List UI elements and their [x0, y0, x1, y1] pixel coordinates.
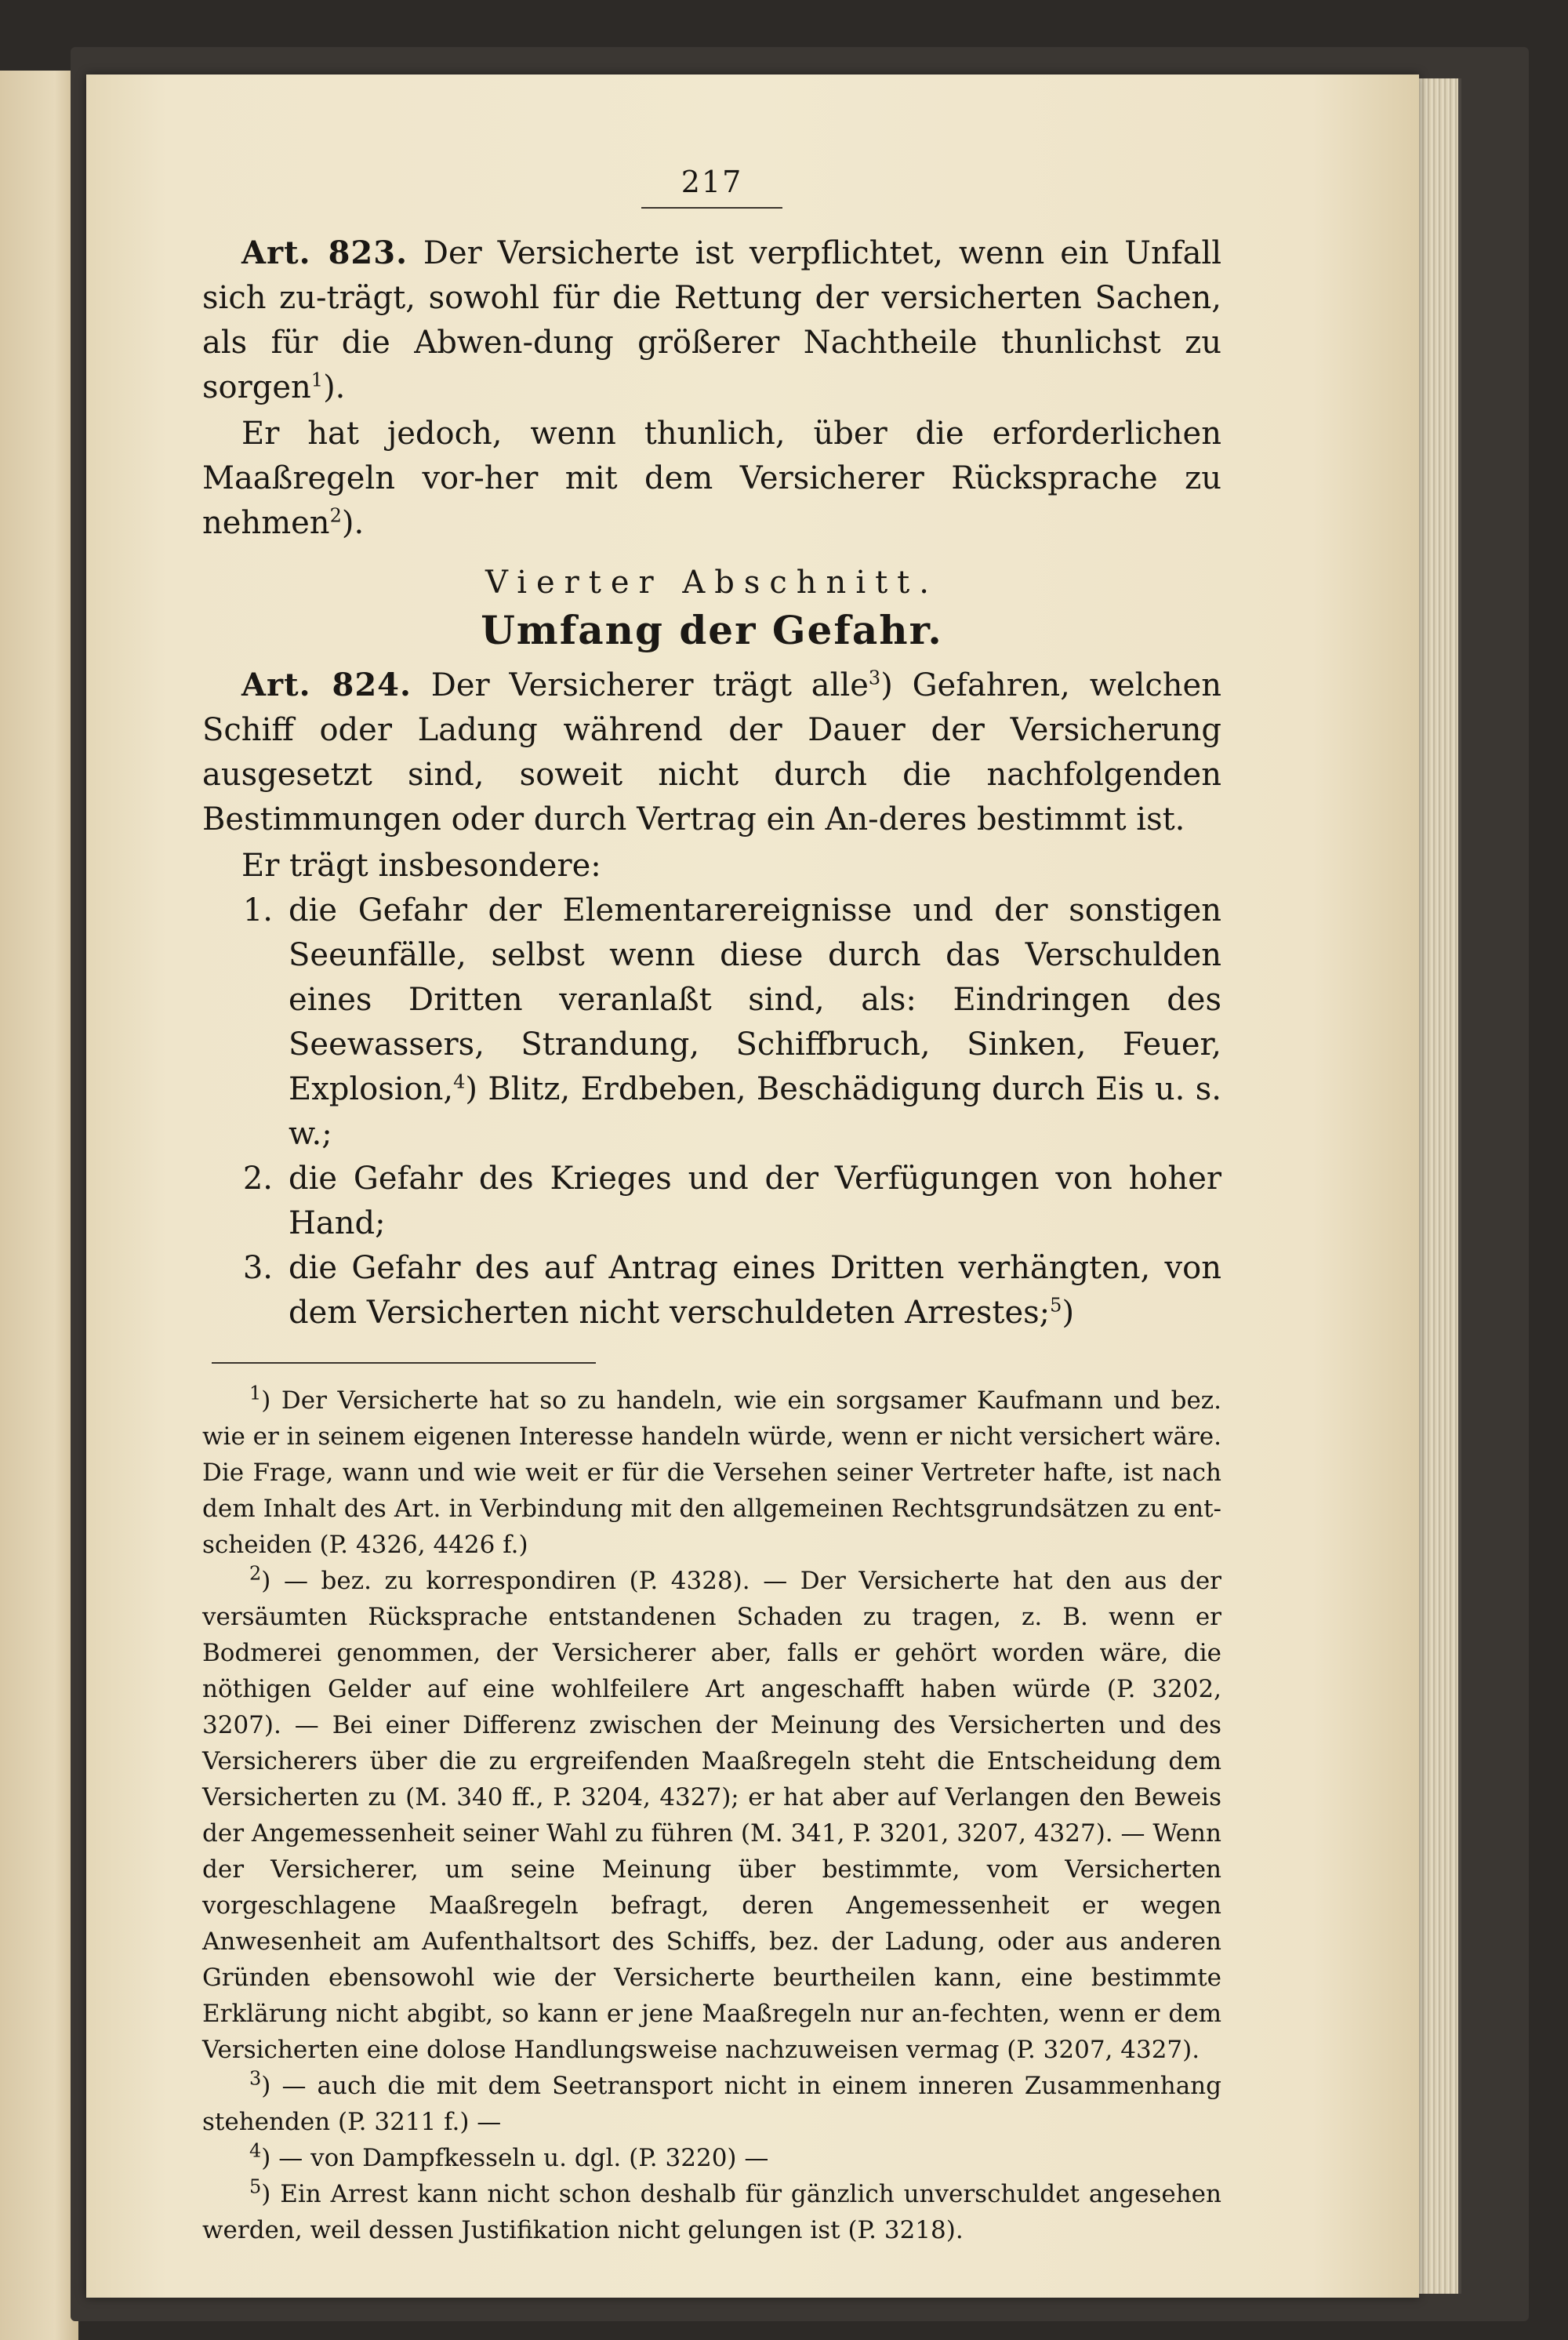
footnote-mark: 3: [249, 2067, 262, 2090]
list-item-number: 2.: [242, 1161, 273, 1197]
article-823-text-2: Er hat jedoch, wenn thunlich, über die erforderlichen Maaßregeln vor-her mit dem Versicherer Rücksprache zu nehmen: [202, 416, 1221, 541]
footnote-text: ) Ein Arrest kann nicht schon deshalb für gänzlich unverschuldet angesehen werden, weil dessen Justifikation nicht gelungen ist (P. 3218).: [202, 2180, 1221, 2244]
footnote-mark: 2: [249, 1562, 262, 1585]
article-824-text-1b: ) Gefahren, welchen Schiff oder Ladung während der Dauer der Versicherung ausgesetzt sind, soweit nicht durch die nachfolgenden Bestimmungen oder durch Vertrag ein An-deres bestimmt ist.: [202, 667, 1221, 838]
footnote-ref-4: 4: [453, 1070, 466, 1093]
list-item-text: [289, 1246, 1221, 1335]
footnote-text: ) — von Dampfkesseln u. dgl. (P. 3220) —: [261, 2144, 769, 2172]
article-824-paragraph-2: Er trägt insbesondere:: [241, 848, 601, 884]
article-823-text-1-end: ).: [323, 369, 346, 405]
list-item: [202, 888, 1221, 1157]
list-item-text-b: ): [1062, 1295, 1075, 1331]
footnote-mark: 4: [249, 2139, 262, 2162]
article-823-text-2-end: ).: [341, 505, 365, 541]
page-content: [202, 165, 1221, 2248]
footnote-ref-1: 1: [310, 369, 324, 391]
article-824-text-1a: Der Versicherer trägt alle: [430, 667, 869, 703]
footnote-4: [202, 2140, 1221, 2176]
footnote-ref-2: 2: [329, 504, 342, 527]
list-item-text: [289, 1157, 1221, 1246]
footnote-text: ) Der Versicherte hat so zu handeln, wie ein sorgsamer Kaufmann und bez. wie er in seinem eigenen Interesse handeln würde, wenn er nicht versichert wäre. Die Frage, wann und wie weit er für die Versehen seiner Vertreter hafte, ist nach dem Inhalt des Art. in Verbindung mit den allgemeinen Rechtsgrundsätzen zu ent-scheiden (P. 4326, 4426 f.): [202, 1386, 1222, 1559]
article-823-paragraph-1: [202, 231, 1221, 410]
page-number: 217: [641, 165, 782, 209]
list-item-text-a: die Gefahr des Krieges und der Verfügungen von hoher Hand;: [289, 1161, 1221, 1241]
list-item: [202, 1157, 1221, 1246]
footnote-divider: [212, 1362, 596, 1364]
list-item: [202, 1246, 1221, 1335]
article-823-label: Art. 823.: [241, 234, 408, 271]
footnote-text: ) — auch die mit dem Seetransport nicht in einem inneren Zusammenhang stehenden (P. 3211 f.) —: [202, 2072, 1221, 2136]
list-item-text-a: die Gefahr des auf Antrag eines Dritten verhängten, von dem Versicherten nicht verschuldeten Arrestes;: [289, 1250, 1221, 1331]
list-item-number: 1.: [242, 892, 273, 928]
list-item-text-a: die Gefahr der Elementarereignisse und der sonstigen Seeunfälle, selbst wenn diese durch das Verschulden eines Dritten veranlaßt sind, als: Eindringen des Seewassers, Strandung, Schiffbruch, Sinken, Feuer, Explosion,: [289, 892, 1221, 1107]
article-824-label: Art. 824.: [241, 667, 412, 703]
footnote-mark: 1: [249, 1382, 262, 1404]
article-824-list: [202, 888, 1221, 1335]
article-823-text-1: Der Versicherte ist verpflichtet, wenn ein Unfall sich zu-trägt, sowohl für die Rettung der versicherten Sachen, als für die Abwen-dung größerer Nachtheile thunlichst zu sorgen: [202, 235, 1222, 405]
footnote-1: [202, 1383, 1221, 1563]
footnote-5: [202, 2176, 1221, 2248]
footnote-ref-3: 3: [868, 667, 881, 689]
footnote-text: ) — bez. zu korrespondiren (P. 4328). — Der Versicherte hat den aus der versäumten Rücksprache entstandenen Schaden zu tragen, z. B. wenn er Bodmerei genommen, der Versicherer aber, falls er gehört worden wäre, die nöthigen Gelder auf eine wohlfeilere Art angeschafft haben würde (P. 3202, 3207). — Bei einer Differenz zwischen der Meinung des Versicherten und des Versicherers über die zu ergreifenden Maaßregeln steht die Entscheidung dem Versicherten zu (M. 340 ff., P. 3204, 4327); er hat aber auf Verlangen den Beweis der Angemessenheit seiner Wahl zu führen (M. 341, P. 3201, 3207, 4327). — Wenn der Versicherer, um seine Meinung über bestimmte, vom Versicherten vorgeschlagene Maaßregeln befragt, deren Angemessenheit er wegen Anwesenheit am Aufenthaltsort des Schiffs, bez. der Ladung, oder aus anderen Gründen ebensowohl wie der Versicherte beurtheilen kann, eine bestimmte Erklärung nicht abgibt, so kann er jene Maaßregeln nur an-fechten, wenn er dem Versicherten eine dolose Handlungsweise nachzuweisen vermag (P. 3207, 4327).: [202, 1567, 1221, 2064]
footnote-mark: 5: [249, 2175, 262, 2198]
list-item-text: [289, 888, 1221, 1157]
list-item-text-b: ) Blitz, Erdbeben, Beschädigung durch Eis u. s. w.;: [289, 1071, 1221, 1152]
page-stack-edge: [1419, 78, 1461, 2294]
list-item-number: 3.: [242, 1250, 273, 1286]
section-title: Umfang der Gefahr.: [481, 607, 943, 653]
article-823-paragraph-2: [202, 412, 1221, 546]
section-label: Vierter Abschnitt.: [485, 565, 938, 601]
footnote-ref-5: 5: [1050, 1294, 1062, 1317]
footnote-3: [202, 2068, 1221, 2140]
article-824-paragraph-1: [202, 663, 1221, 842]
footnote-2: [202, 1563, 1221, 2068]
facing-page-edge: [0, 71, 78, 2340]
